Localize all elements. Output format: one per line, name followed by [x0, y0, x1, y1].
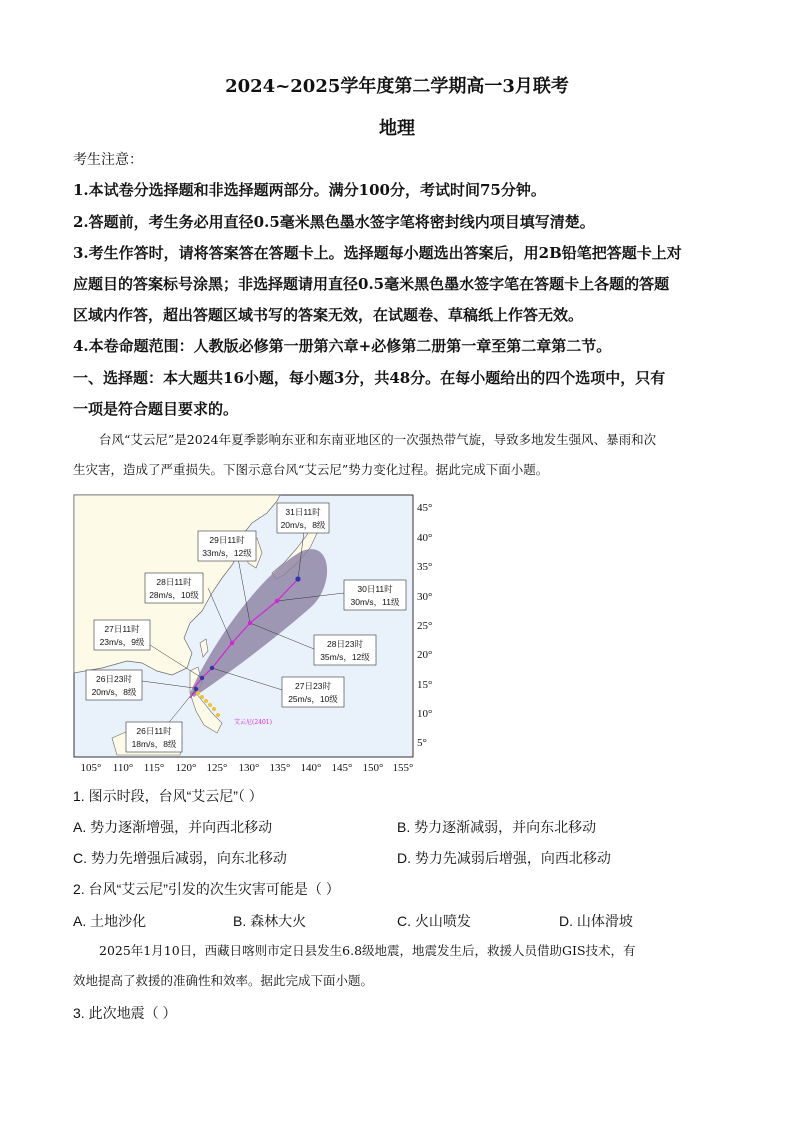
question-1-stem: 1. 图示时段，台风“艾云尼”（ ）: [73, 788, 263, 804]
svg-text:145°: 145°: [331, 762, 353, 774]
svg-text:28日23时: 28日23时: [327, 639, 363, 649]
section-heading: 一、选择题：本大题共16小题，每小题3分，共48分。在每小题给出的四个选项中，只有: [73, 369, 666, 387]
question-2-stem: 2. 台风“艾云尼”引发的次生灾害可能是（ ）: [73, 881, 340, 897]
label-28d11h: [145, 573, 203, 603]
passage-typhoon-line2: 生灾害，造成了严重损失。下图示意台风“艾云尼”势力变化过程。据此完成下面小题。: [73, 462, 549, 477]
svg-text:125°: 125°: [206, 762, 228, 774]
question-1-option-a[interactable]: A. 势力逐渐增强，并向西北移动: [73, 819, 273, 835]
exam-title: 2024~2025学年度第二学期高一3月联考: [225, 76, 569, 97]
passage-typhoon-line1: 台风“艾云尼”是2024年夏季影响东亚和东南亚地区的一次强热带气旋，导致多地发生强风、暴雨和次: [99, 432, 657, 447]
svg-text:27日23时: 27日23时: [295, 681, 331, 691]
svg-text:26日23时: 26日23时: [96, 674, 132, 684]
svg-text:20m/s，8级: 20m/s，8级: [91, 687, 137, 697]
notice-item-3-cont: 应题目的答案标号涂黑；非选择题请用直径0.5毫米黑色墨水签字笔在答题卡上各题的答题: [73, 275, 670, 293]
svg-text:26日11时: 26日11时: [136, 726, 172, 736]
notice-item-2: 2.答题前，考生务必用直径0.5毫米黑色墨水签字笔将密封线内项目填写清楚。: [73, 213, 595, 231]
typhoon-map-svg: [72, 493, 442, 775]
svg-text:5°: 5°: [417, 737, 427, 749]
typhoon-name-label: 艾云尼(2401): [234, 719, 272, 726]
svg-text:135°: 135°: [269, 762, 291, 774]
passage-earthquake-line1: 2025年1月10日，西藏日喀则市定日县发生6.8级地震，地震发生后，救援人员借助GIS技术，有: [99, 943, 636, 958]
svg-text:29日11时: 29日11时: [209, 535, 245, 545]
svg-text:35°: 35°: [417, 561, 433, 573]
svg-text:30m/s，11级: 30m/s，11级: [350, 597, 400, 607]
question-2-option-a[interactable]: A. 土地沙化: [73, 913, 147, 929]
notice-item-4: 4.本卷命题范围：人教版必修第一册第六章+必修第二册第一章至第二章第二节。: [73, 337, 612, 355]
svg-text:115°: 115°: [143, 762, 165, 774]
svg-text:28日11时: 28日11时: [156, 577, 192, 587]
question-1-option-c[interactable]: C. 势力先增强后减弱，向东北移动: [73, 850, 287, 866]
svg-text:30°: 30°: [417, 591, 433, 603]
question-2-option-b[interactable]: B. 森林大火: [233, 913, 307, 929]
svg-text:33m/s，12级: 33m/s，12级: [202, 548, 252, 558]
svg-text:155°: 155°: [392, 762, 414, 774]
svg-text:120°: 120°: [175, 762, 197, 774]
label-27d23h: [282, 677, 344, 707]
svg-text:18m/s，8级: 18m/s，8级: [131, 739, 177, 749]
label-30d11h: [344, 580, 406, 610]
svg-text:15°: 15°: [417, 679, 433, 691]
svg-text:20m/s，8级: 20m/s，8级: [280, 520, 326, 530]
svg-text:45°: 45°: [417, 502, 433, 514]
notice-item-3: 3.考生作答时，请将答案答在答题卡上。选择题每小题选出答案后，用2B铅笔把答题卡上对: [73, 244, 682, 262]
svg-text:105°: 105°: [80, 762, 102, 774]
section-heading-cont: 一项是符合题目要求的。: [73, 400, 239, 418]
svg-text:10°: 10°: [417, 708, 433, 720]
question-2-option-d[interactable]: D. 山体滑坡: [559, 913, 633, 929]
longitude-labels: [81, 762, 414, 774]
subject-title: 地理: [379, 118, 415, 139]
label-27d11h: [94, 620, 150, 650]
label-29d11h: [198, 531, 256, 561]
svg-text:23m/s，9级: 23m/s，9级: [99, 637, 145, 647]
notice-heading: 考生注意：: [73, 152, 143, 168]
question-1-option-b[interactable]: B. 势力逐渐减弱，并向东北移动: [397, 819, 597, 835]
svg-text:150°: 150°: [362, 762, 384, 774]
notice-item-1: 1.本试卷分选择题和非选择题两部分。满分100分，考试时间75分钟。: [73, 181, 546, 199]
notice-item-3-cont2: 区域内作答，超出答题区域书写的答案无效，在试题卷、草稿纸上作答无效。: [73, 306, 584, 324]
svg-text:130°: 130°: [238, 762, 260, 774]
svg-text:25°: 25°: [417, 620, 433, 632]
label-31d11h: [277, 503, 329, 533]
passage-earthquake-line2: 效地提高了救援的准确性和效率。据此完成下面小题。: [73, 973, 374, 988]
svg-text:35m/s，12级: 35m/s，12级: [320, 652, 370, 662]
label-28d23h: [314, 635, 376, 665]
svg-text:20°: 20°: [417, 649, 433, 661]
typhoon-map: [72, 493, 442, 775]
passage-typhoon: [73, 425, 723, 485]
label-26d23h: [86, 670, 142, 700]
label-26d11h: [126, 722, 182, 752]
svg-text:110°: 110°: [112, 762, 134, 774]
svg-text:140°: 140°: [300, 762, 322, 774]
svg-text:30日11时: 30日11时: [357, 584, 393, 594]
svg-text:40°: 40°: [417, 532, 433, 544]
svg-text:25m/s，10级: 25m/s，10级: [288, 694, 338, 704]
question-2-option-c[interactable]: C. 火山喷发: [397, 913, 471, 929]
svg-text:27日11时: 27日11时: [104, 624, 140, 634]
question-3-stem: 3. 此次地震（ ）: [73, 1005, 177, 1021]
passage-earthquake: [73, 936, 723, 996]
svg-text:28m/s，10级: 28m/s，10级: [149, 590, 199, 600]
svg-text:31日11时: 31日11时: [285, 507, 321, 517]
question-1-option-d[interactable]: D. 势力先减弱后增强，向西北移动: [397, 850, 611, 866]
latitude-labels: [417, 502, 432, 749]
